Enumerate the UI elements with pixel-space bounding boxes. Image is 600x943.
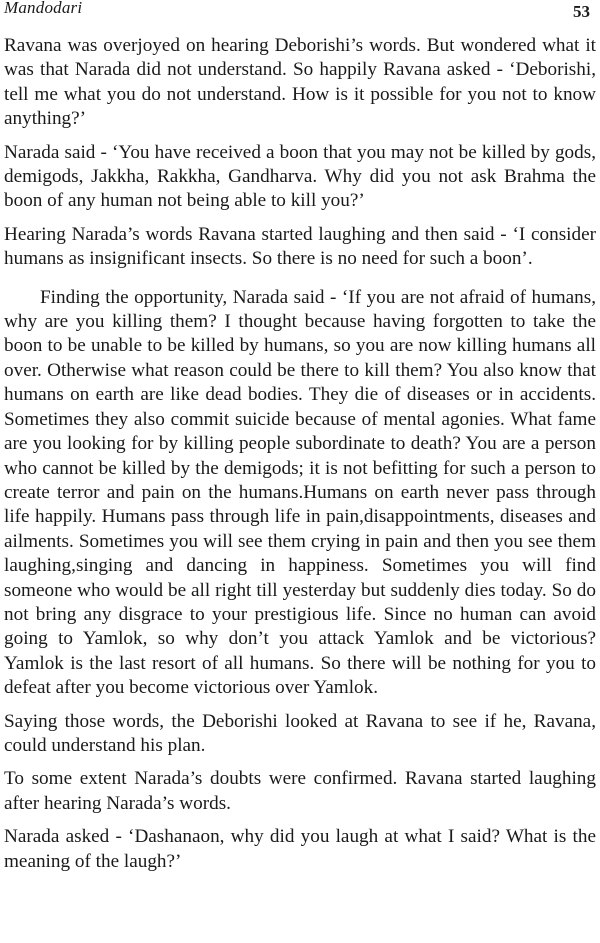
paragraph-6: To some extent Narada’s doubts were confirmed. Ravana started laughing after hearing Narada’s words. bbox=[4, 768, 596, 814]
running-title: Mandodari bbox=[4, 0, 83, 17]
paragraph-5: Saying those words, the Deborishi looked at Ravana to see if he, Ravana, could understand his plan. bbox=[4, 710, 596, 756]
paragraph-4: Finding the opportunity, Narada said - ‘If you are not afraid of humans, why are you killing them? I thought because having forgotten to take the boon to be unable to be killed by humans, so you are now killing humans all over. Otherwise what reason could be there to kill them? You also know that humans on earth are like dead bodies. They die of diseases or in accidents. Sometimes they also commit suicide because of mental agonies. What fame are you looking for by killing people subordinate to death? You are a person who cannot be killed by the demigods; it is not befitting for such a person to create terror and pain on the humans.Humans on earth never pass through life happily. Humans pass through life in pain,disappointments, diseases and ailments. Sometimes you will see them crying in pain and then you see them laughing,singing and dancing in happiness. Sometimes you will find someone who would be all right till yesterday but suddenly dies today. So do not bring any disgrace to your prestigious life. Since no human can avoid going to Yamlok, so why don’t you attack Yamlok and be victorious? Yamlok is the last resort of all humans. So there will be nothing for you to defeat after you become victorious over Yamlok. bbox=[4, 286, 596, 699]
paragraph-3: Hearing Narada’s words Ravana started laughing and then said - ‘I consider humans as insignificant insects. So there is no need for such a boon’. bbox=[4, 223, 596, 270]
body-text bbox=[4, 34, 596, 883]
paragraph-1: Ravana was overjoyed on hearing Deborishi’s words. But wondered what it was that Narada did not understand. So happily Ravana asked - ‘Deborishi, tell me what you do not understand. How is it possible for you not to know anything?’ bbox=[4, 35, 596, 130]
paragraph-7: Narada asked - ‘Dashanaon, why did you laugh at what I said? What is the meaning of the laugh?’ bbox=[4, 826, 596, 872]
paragraph-2: Narada said - ‘You have received a boon that you may not be killed by gods, demigods, Jakkha, Rakkha, Gandharva. Why did you not ask Brahma the boon of any human not being able to kill you?’ bbox=[4, 141, 596, 212]
page-number: 53 bbox=[573, 2, 590, 21]
running-head bbox=[4, 0, 596, 26]
